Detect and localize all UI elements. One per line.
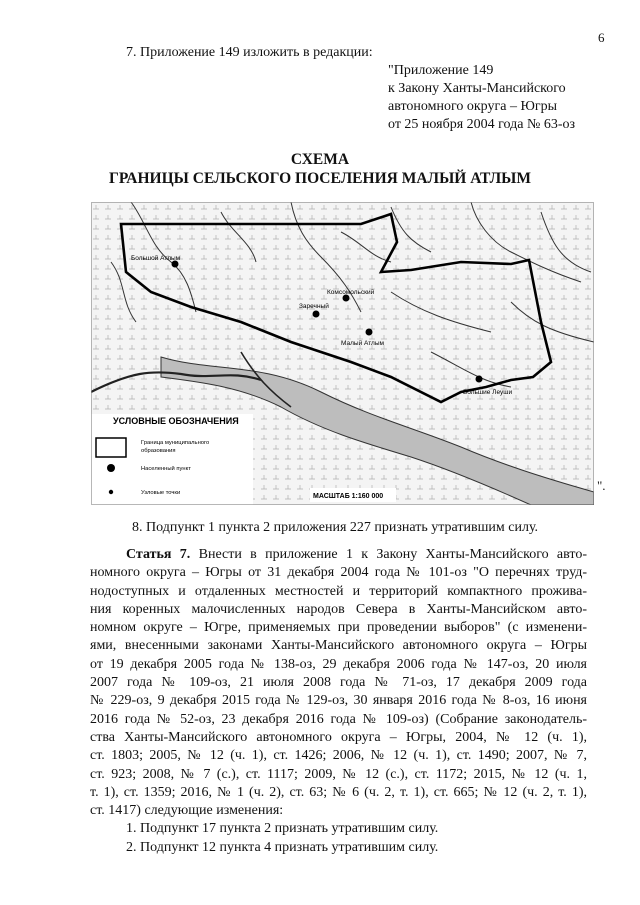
settlement-dot	[366, 329, 373, 336]
article-7-line: ст. 1417) следующие изменения:	[90, 803, 284, 819]
legend-boundary-label-1: Граница муниципального	[141, 440, 210, 446]
article-7-line: № 229-оз, 9 декабря 2015 года № 129-оз, 30 января 2016 года № 8-оз, 16 июня	[90, 693, 587, 709]
settlement-label-bolshie-leushi: Большие Леуши	[463, 389, 513, 396]
annex-line-2: к Закону Ханты-Мансийского	[388, 81, 566, 96]
settlement-label-bolshoy-atlym: Большой Атлым	[131, 255, 181, 262]
settlement-label-maly-atlym: Малый Атлым	[341, 340, 384, 347]
article-7-line-1	[90, 546, 587, 564]
article-7-line: т. 1), ст. 1359; 2016, № 1 (ч. 2), ст. 63; № 6 (ч. 2, т. 1), ст. 665; № 12 (ч. 2, т. 1),	[90, 784, 587, 800]
legend-title: УСЛОВНЫЕ ОБОЗНАЧЕНИЯ	[113, 416, 239, 426]
article-7-line-1-text: Внести в приложение 1 к Закону Ханты-Мансийского авто-	[198, 547, 587, 562]
page-number: 6	[598, 30, 605, 45]
article-7-line: нодоступных и отдаленных местностей и территорий компактного прожива-	[90, 583, 587, 599]
scheme-subtitle: ГРАНИЦЫ СЕЛЬСКОГО ПОСЕЛЕНИЯ МАЛЫЙ АТЛЫМ	[108, 170, 532, 187]
settlement-dot	[476, 376, 483, 383]
article-7-line: ства Ханты-Мансийского автономного округа – Югры, 2004, № 12 (ч. 1),	[90, 729, 587, 745]
article-7-line: от 19 декабря 2005 года № 138-оз, 29 декабря 2006 года № 147-оз, 20 июля	[90, 656, 587, 672]
article-7-line: номном округе – Югре, применяемых при проведении выборов" (с изменени-	[90, 620, 587, 636]
article-7-line: ями, внесенными законами Ханты-Мансийского автономного округа – Югры	[90, 638, 587, 654]
legend-settlement-dot	[107, 464, 115, 472]
map-scale: МАСШТАБ 1:160 000	[313, 493, 384, 500]
settlement-dot	[313, 311, 320, 318]
annex-line-1: "Приложение 149	[388, 63, 494, 78]
article-7-line: 2007 года № 109-оз, 21 июля 2008 года № 71-оз, 17 декабря 2009 года	[90, 675, 587, 691]
article-7-subitem-1: 1. Подпункт 17 пункта 2 признать утратившим силу.	[126, 821, 439, 837]
legend-settlement-label: Населенный пункт	[141, 466, 191, 472]
boundary-map	[91, 202, 594, 505]
legend-nodes-label: Узловые точки	[141, 490, 181, 496]
article-7-line: ния коренных малочисленных народов Севера в Ханты-Мансийском авто-	[90, 601, 587, 617]
article-7-subitem-2: 2. Подпункт 12 пункта 4 признать утратившим силу.	[126, 839, 439, 855]
annex-line-4: от 25 ноября 2004 года № 63-оз	[388, 117, 576, 132]
item-8-text: 8. Подпункт 1 пункта 2 приложения 227 признать утратившим силу.	[132, 520, 539, 535]
scheme-heading	[0, 150, 640, 188]
article-7-line: ст. 923; 2008, № 7 (с.), ст. 1117; 2009, № 12 (с.), ст. 1172; 2015, № 12 (ч. 1,	[90, 766, 587, 782]
legend-node-dot	[109, 490, 113, 494]
annex-header	[388, 62, 575, 134]
settlement-label-zarechny: Заречный	[299, 303, 329, 310]
map-legend	[91, 414, 253, 505]
item-7-text: 7. Приложение 149 изложить в редакции:	[126, 45, 373, 60]
legend-boundary-label-2: образования	[141, 448, 176, 454]
article-7-line: 2016 года № 52-оз, 23 декабря 2016 года № 109-оз) (Собрание законодатель-	[90, 711, 587, 727]
settlement-label-komsomolsky: Комсомольский	[327, 289, 375, 296]
article-7-line: номного округа – Югры от 31 декабря 2004 года № 101-оз "О перечнях труд-	[90, 565, 587, 581]
annex-line-3: автономного округа – Югры	[388, 99, 557, 114]
article-7	[90, 546, 587, 857]
annex-closing-quote: ".	[597, 478, 606, 493]
article-7-line: ст. 1803; 2005, № 12 (ч. 1), ст. 1426; 2006, № 12 (ч. 1), ст. 1490; 2007, № 7,	[90, 748, 587, 764]
article-7-label: Статья 7.	[126, 547, 191, 562]
scheme-title: СХЕМА	[290, 151, 350, 168]
